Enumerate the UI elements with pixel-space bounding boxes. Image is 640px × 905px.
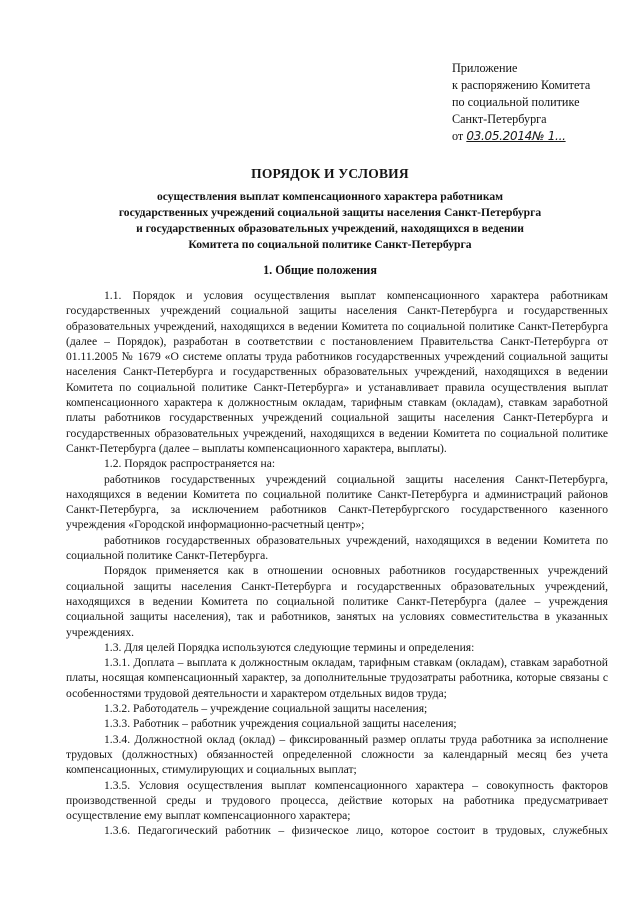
- paragraph: 1.3.2. Работодатель – учреждение социальной защиты населения;: [104, 702, 428, 716]
- paragraph: 1.1. Порядок и условия осуществления выплат компенсационного характера работникам государственных учреждений социальной защиты населения Санкт-Петербурга и государственных образовательных учреждений, находящихся в ведении Комитета по социальной политике Санкт-Петербурга (далее – Порядок), разработан в соответствии с постановлением Правительства Санкт-Петербурга от 01.11.2005 № 1679 «О системе оплаты труда работников государственных учреждений социальной защиты населения Санкт-Петербурга и государственных образовательных учреждений, находящихся в ведении Комитета по социальной политике Санкт-Петербурга» и устанавливает правила осуществления выплат компенсационного характера к должностным окладам, тарифным ставкам (окладам), ставкам заработной платы работников государственных учреждений социальной защиты населения Санкт-Петербурга и государственных образовательных учреждений, находящихся в ведении Комитета по социальной политике Санкт-Петербурга (далее – выплаты компенсационного характера, выплаты).: [66, 289, 608, 455]
- appendix-line: к распоряжению Комитета: [452, 78, 591, 92]
- paragraph: Порядок применяется как в отношении основных работников государственных учреждений социальной защиты населения Санкт-Петербурга и государственных образовательных учреждений, находящихся в ведении Комитета по социальной политике Санкт-Петербурга (далее – учреждения социальной защиты населения), так и работников, занятых на условиях совместительства в указанных учреждениях.: [66, 564, 608, 639]
- subtitle-line: государственных учреждений социальной защиты населения Санкт-Петербурга: [118, 206, 542, 219]
- appendix-date-prefix: от: [452, 129, 464, 143]
- paragraph: 1.3.1. Доплата – выплата к должностным окладам, тарифным ставкам (окладам), ставкам заработной платы, носящая компенсационный характер, за дополнительные трудозатраты работника, которые связаны с особенностями трудовой деятельности и характером отдельных видов труда;: [66, 656, 608, 700]
- paragraph: 1.3. Для целей Порядка используются следующие термины и определения:: [104, 640, 475, 654]
- appendix-date-line: [452, 128, 632, 145]
- paragraph: работников государственных образовательных учреждений, находящихся в ведении Комитета по социальной политике Санкт-Петербурга.: [66, 533, 608, 563]
- subtitle-line: Комитета по социальной политике Санкт-Петербурга: [188, 238, 472, 251]
- appendix-line: Санкт-Петербурга: [452, 112, 547, 126]
- appendix-line: Приложение: [452, 61, 518, 75]
- paragraph: 1.3.5. Условия осуществления выплат компенсационного характера – совокупность факторов производственной среды и трудового процесса, действие которых на работника предусматривает осуществление ему выплат компенсационного характера;: [66, 778, 608, 823]
- paragraph: 1.3.4. Должностной оклад (оклад) – фиксированный размер оплаты труда работника за исполнение трудовых (должностных) обязанностей определенной сложности за календарный месяц без учета компенсационных, стимулирующих и социальных выплат;: [66, 732, 608, 777]
- paragraph: 1.2. Порядок распространяется на:: [104, 457, 276, 471]
- subtitle-line: и государственных образовательных учреждений, находящихся в ведении: [136, 222, 524, 235]
- document-subtitle: [70, 189, 590, 253]
- paragraph: 1.3.3. Работник – работник учреждения социальной защиты населения;: [104, 717, 457, 731]
- paragraph: работников государственных учреждений социальной защиты населения Санкт-Петербурга, находящихся в ведении Комитета по социальной политике Санкт-Петербурга и администраций районов Санкт-Петербурга, за исключением работников Санкт-Петербургского государственного казенного учреждения «Городской информационно-расчетный центр»;: [66, 472, 608, 532]
- paragraph: 1.3.6. Педагогический работник – физическое лицо, которое состоит в трудовых, служебных: [104, 824, 608, 838]
- document-title: ПОРЯДОК И УСЛОВИЯ: [251, 166, 409, 181]
- subtitle-line: осуществления выплат компенсационного характера работникам: [156, 190, 504, 203]
- section-body: [66, 288, 608, 839]
- handwritten-date-number: 03.05.2014№ 1...: [466, 129, 566, 143]
- appendix-block: [452, 60, 632, 145]
- appendix-line: по социальной политике: [452, 95, 580, 109]
- section-heading: 1. Общие положения: [263, 263, 377, 277]
- document-title-block: [70, 166, 590, 253]
